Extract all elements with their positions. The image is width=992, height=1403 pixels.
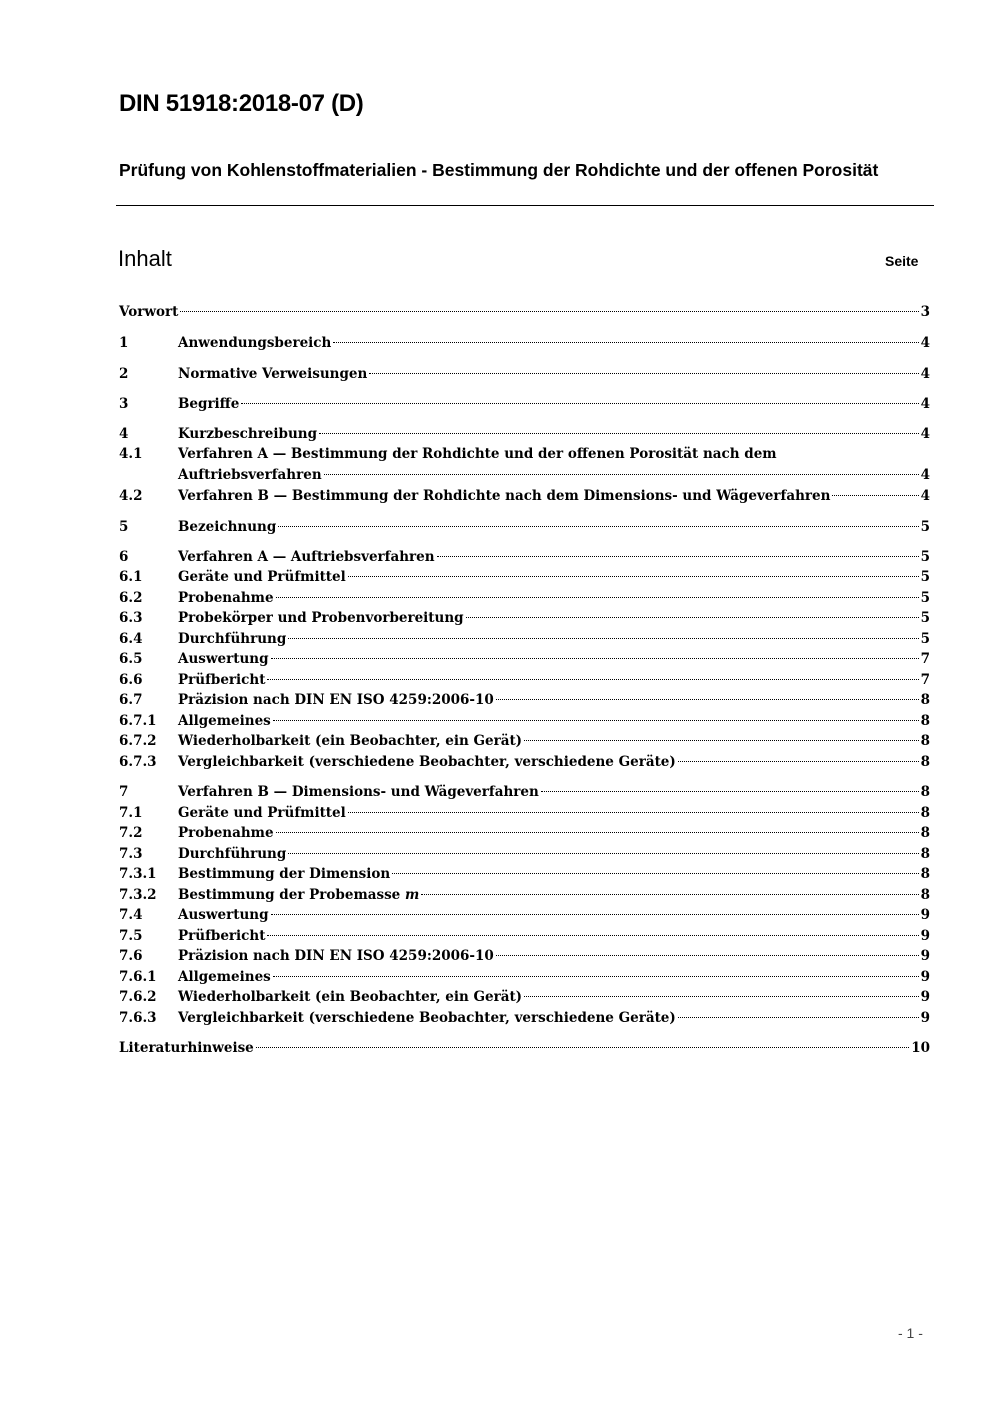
toc-dot-leader (496, 699, 919, 700)
toc-entry-page: 8 (920, 846, 930, 862)
toc-entry-number: 4.1 (119, 446, 143, 462)
toc-entry-title: Vergleichbarkeit (verschiedene Beobachter, verschiedene Geräte) (178, 754, 676, 770)
toc-entry[interactable] (119, 1008, 930, 1029)
toc-dot-leader (832, 495, 918, 496)
toc-entry-title: Literaturhinweise (119, 1040, 254, 1056)
toc-entry-title: Verfahren A — Auftriebsverfahren (178, 549, 435, 565)
toc-dot-leader (678, 761, 919, 762)
toc-entry-number: 6.6 (119, 672, 143, 688)
toc-entry-title: Präzision nach DIN EN ISO 4259:2006-10 (178, 948, 494, 964)
toc-entry[interactable] (119, 803, 930, 824)
toc-dot-leader (437, 556, 919, 557)
toc-entry[interactable] (119, 547, 930, 568)
toc-entry-page: 8 (920, 805, 930, 821)
toc-dot-leader (267, 679, 918, 680)
toc-entry-number: 4 (119, 426, 129, 442)
toc-entry[interactable] (119, 1038, 930, 1059)
toc-entry-page: 4 (920, 488, 930, 504)
toc-heading: Inhalt (118, 246, 172, 271)
toc-entry[interactable] (119, 752, 930, 773)
toc-entry-page: 5 (920, 549, 930, 565)
toc-entry[interactable] (119, 364, 930, 385)
toc-entry[interactable] (119, 864, 930, 885)
toc-entry-title: Geräte und Prüfmittel (178, 805, 346, 821)
toc-entry[interactable] (119, 885, 930, 906)
toc-entry-page: 4 (920, 366, 930, 382)
toc-entry-title: Auswertung (178, 651, 269, 667)
toc-entry-page: 5 (920, 610, 930, 626)
toc-dot-leader (333, 342, 918, 343)
toc-entry-title: Wiederholbarkeit (ein Beobachter, ein Gerät) (178, 989, 523, 1005)
toc-entry-page: 8 (920, 692, 930, 708)
document-title: DIN 51918:2018-07 (D) (119, 90, 364, 117)
toc-dot-leader (273, 720, 919, 721)
toc-dot-leader (324, 474, 919, 475)
toc-entry[interactable] (119, 731, 930, 752)
toc-entry-number: 6 (119, 549, 129, 565)
toc-entry-title: Prüfbericht (178, 928, 266, 944)
toc-entry[interactable] (119, 987, 930, 1008)
toc-entry-page: 5 (920, 519, 930, 535)
toc-dot-leader (288, 638, 918, 639)
toc-entry-page: 9 (920, 928, 930, 944)
toc-dot-leader (288, 853, 918, 854)
toc-entry-number: 7.3.2 (119, 887, 157, 903)
toc-entry-page: 4 (920, 396, 930, 412)
toc-entry-number: 6.7.2 (119, 733, 157, 749)
toc-entry-title: Allgemeines (178, 969, 271, 985)
toc-dot-leader (276, 597, 919, 598)
toc-entry-number: 3 (119, 396, 129, 412)
toc-entry-title: Allgemeines (178, 713, 271, 729)
toc-entry-title: Probenahme (178, 590, 274, 606)
toc-entry-title: Vorwort (119, 304, 179, 320)
toc-entry-number: 7.3 (119, 846, 143, 862)
toc-entry[interactable] (119, 608, 930, 629)
toc-entry-page: 9 (920, 989, 930, 1005)
toc-entry[interactable] (119, 782, 930, 803)
toc-entry-number: 7.6.1 (119, 969, 157, 985)
toc-entry-title: Geräte und Prüfmittel (178, 569, 346, 585)
toc-dot-leader (392, 873, 918, 874)
toc-entry-number: 6.4 (119, 631, 143, 647)
toc-entry-title: Begriffe (178, 396, 240, 412)
toc-entry-page: 3 (920, 304, 930, 320)
page-number: - 1 - (898, 1325, 923, 1341)
toc-entry-page: 8 (920, 733, 930, 749)
toc-entry-title: Normative Verweisungen (178, 366, 368, 382)
toc-entry-page: 4 (920, 426, 930, 442)
toc-entry-page: 4 (920, 466, 930, 483)
toc-entry-page: 9 (920, 1010, 930, 1026)
toc-entry-title: Bestimmung der Probemasse m (178, 887, 420, 903)
toc-dot-leader (348, 576, 919, 577)
toc-dot-leader (180, 311, 918, 312)
toc-entry-page: 10 (911, 1040, 930, 1056)
toc-entry-number: 6.3 (119, 610, 143, 626)
toc-entry[interactable] (119, 629, 930, 650)
toc-entry-number: 7.6.3 (119, 1010, 157, 1026)
toc-entry-number: 6.1 (119, 569, 143, 585)
toc-entry-title: Wiederholbarkeit (ein Beobachter, ein Gerät) (178, 733, 523, 749)
toc-entry[interactable] (119, 567, 930, 588)
toc-dot-leader (319, 433, 919, 434)
toc-entry[interactable] (119, 690, 930, 711)
toc-entry-number: 7.3.1 (119, 866, 157, 882)
toc-dot-leader (273, 976, 919, 977)
toc-entry[interactable] (119, 302, 930, 323)
toc-dot-leader (369, 373, 918, 374)
toc-entry-page: 5 (920, 569, 930, 585)
toc-entry[interactable] (119, 333, 930, 354)
toc-entry[interactable] (119, 711, 930, 732)
toc-dot-leader (276, 832, 919, 833)
toc-entry-number: 7.2 (119, 825, 143, 841)
toc-entry-title: Kurzbeschreibung (178, 426, 318, 442)
toc-entry[interactable] (119, 394, 930, 415)
toc-entry-title: Bestimmung der Dimension (178, 866, 391, 882)
toc-entry-page: 7 (920, 651, 930, 667)
toc-entry-title: Prüfbericht (178, 672, 266, 688)
toc-dot-leader (466, 617, 919, 618)
toc-entry-title: Verfahren B — Dimensions- und Wägeverfahren (178, 784, 539, 800)
toc-entry-title: Anwendungsbereich (178, 335, 332, 351)
toc-entry-number: 6.2 (119, 590, 143, 606)
toc-entry-number: 7.6 (119, 948, 143, 964)
toc-entry-title: Durchführung (178, 846, 287, 862)
toc-entry[interactable] (119, 444, 930, 485)
toc-entry[interactable] (119, 588, 930, 609)
toc-dot-leader (496, 955, 919, 956)
toc-entry-title: Verfahren A — Bestimmung der Rohdichte und der offenen Porosität nach dem (178, 446, 777, 462)
toc-entry-title: Verfahren B — Bestimmung der Rohdichte nach dem Dimensions- und Wägeverfahren (178, 488, 831, 504)
toc-entry-page: 8 (920, 784, 930, 800)
toc-entry-page: 9 (920, 969, 930, 985)
toc-entry-title: Vergleichbarkeit (verschiedene Beobachter, verschiedene Geräte) (178, 1010, 676, 1026)
toc-entry[interactable] (119, 649, 930, 670)
toc-entry[interactable] (119, 823, 930, 844)
toc-entry-number: 5 (119, 519, 129, 535)
toc-entry[interactable] (119, 926, 930, 947)
toc-entry-number: 7 (119, 784, 129, 800)
toc-dot-leader (524, 996, 919, 997)
toc-dot-leader (271, 914, 919, 915)
toc-entry-number: 6.7.1 (119, 713, 157, 729)
toc-entry-page: 9 (920, 907, 930, 923)
toc-entry-title: Präzision nach DIN EN ISO 4259:2006-10 (178, 692, 494, 708)
toc-entry-title-continued: Auftriebsverfahren (178, 466, 322, 483)
toc-dot-leader (278, 526, 918, 527)
toc-dot-leader (541, 791, 919, 792)
toc-entry-page: 5 (920, 631, 930, 647)
toc-entry-title: Probenahme (178, 825, 274, 841)
toc-dot-leader (348, 812, 919, 813)
toc-entry-number: 7.4 (119, 907, 143, 923)
toc-dot-leader (524, 740, 919, 741)
toc-dot-leader (678, 1017, 919, 1018)
document-subtitle: Prüfung von Kohlenstoffmaterialien - Bestimmung der Rohdichte und der offenen Porosität (119, 160, 879, 180)
toc-entry-number: 1 (119, 335, 129, 351)
toc-entry-number: 6.7.3 (119, 754, 157, 770)
toc-entry-title: Auswertung (178, 907, 269, 923)
toc-entry[interactable] (119, 424, 930, 445)
toc-dot-leader (267, 935, 918, 936)
toc-entry-page: 9 (920, 948, 930, 964)
toc-entry-page: 8 (920, 825, 930, 841)
toc-entry-page: 5 (920, 590, 930, 606)
toc-dot-leader (256, 1047, 909, 1048)
toc-entry-number: 7.1 (119, 805, 143, 821)
toc-entry-title: Bezeichnung (178, 519, 277, 535)
toc-page-column-heading: Seite (885, 253, 919, 269)
toc-entry-page: 8 (920, 713, 930, 729)
toc-entry-page: 4 (920, 335, 930, 351)
toc-entry[interactable] (119, 967, 930, 988)
toc-entry-number: 6.5 (119, 651, 143, 667)
toc-entry[interactable] (119, 517, 930, 538)
toc-entry-page: 8 (920, 887, 930, 903)
toc-entry[interactable] (119, 905, 930, 926)
toc-dot-leader (271, 658, 919, 659)
toc-entry-number: 2 (119, 366, 129, 382)
toc-entry-number: 7.5 (119, 928, 143, 944)
toc-entry[interactable] (119, 670, 930, 691)
toc-entry-number: 6.7 (119, 692, 143, 708)
toc-entry-page: 7 (920, 672, 930, 688)
toc-entry-title: Probekörper und Probenvorbereitung (178, 610, 464, 626)
toc-entry-number: 7.6.2 (119, 989, 157, 1005)
toc-entry-page: 8 (920, 754, 930, 770)
toc-entry-number: 4.2 (119, 488, 143, 504)
toc-entry[interactable] (119, 844, 930, 865)
subtitle-divider (116, 205, 934, 206)
toc-dot-leader (421, 894, 918, 895)
toc-entry-page: 8 (920, 866, 930, 882)
toc-entry-title: Durchführung (178, 631, 287, 647)
toc-dot-leader (241, 403, 918, 404)
toc-entry[interactable] (119, 946, 930, 967)
toc-entry[interactable] (119, 486, 930, 507)
